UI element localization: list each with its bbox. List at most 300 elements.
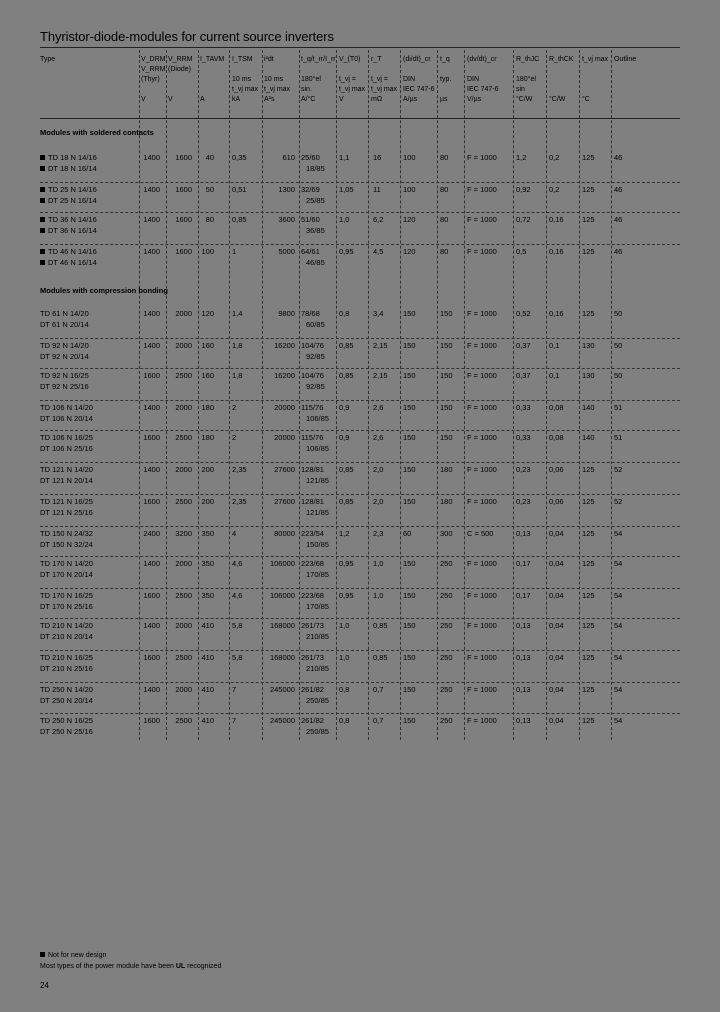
cell-itsm: 0,85: [232, 215, 247, 224]
type-designation: TD 250 N 16/25: [40, 716, 93, 725]
not-for-new-design-marker-icon: [40, 217, 45, 222]
cell-ita: 350: [201, 529, 214, 538]
type-designation: TD 36 N 14/16: [40, 215, 97, 225]
table-row: [0, 465, 720, 497]
column-header-line: [232, 65, 258, 75]
type-designation: DT 106 N 20/14: [40, 414, 93, 423]
cell-rjc: 0,13: [516, 716, 531, 725]
row-separator: [40, 182, 680, 183]
cell-rjc: 0,13: [516, 621, 531, 630]
type-designation: TD 121 N 16/25: [40, 497, 93, 506]
cell-dv: F = 1000: [467, 465, 497, 474]
table-row: [0, 215, 720, 247]
column-header-line: kA: [232, 96, 241, 103]
cell-rck: 0,08: [549, 403, 564, 412]
cell-tq2: 121/85: [306, 476, 329, 485]
cell-v2: 2000: [175, 341, 192, 350]
cell-v1: 2400: [143, 529, 160, 538]
cell-tqv: 250: [440, 685, 453, 694]
cell-out: 52: [614, 465, 623, 474]
cell-di: 150: [403, 621, 416, 630]
column-header-line: (di/dt)_cr: [403, 56, 431, 63]
cell-tvj: 125: [582, 247, 595, 256]
cell-v2: 1600: [175, 247, 192, 256]
cell-rjc: 0,37: [516, 371, 531, 380]
column-header: [582, 55, 608, 105]
table-row: [0, 309, 720, 341]
column-header: [467, 55, 499, 105]
column-header-line: V: [339, 96, 344, 103]
cell-tq2: 92/85: [306, 352, 325, 361]
column-header: [371, 55, 397, 105]
row-separator: [40, 556, 680, 557]
cell-out: 54: [614, 591, 623, 600]
cell-out: 52: [614, 497, 623, 506]
type-designation: DT 150 N 32/24: [40, 540, 93, 549]
cell-rck: 0,04: [549, 529, 564, 538]
cell-ita: 410: [201, 653, 214, 662]
cell-di: 150: [403, 465, 416, 474]
cell-rck: 0,1: [549, 341, 560, 350]
cell-v2: 2500: [175, 433, 192, 442]
cell-tqv: 150: [440, 309, 453, 318]
column-header: [549, 55, 574, 105]
column-header-line: DIN: [403, 76, 416, 83]
type-designation: DT 121 N 20/14: [40, 476, 93, 485]
cell-tq1: 32/69: [301, 185, 320, 194]
cell-di: 100: [403, 153, 416, 162]
not-for-new-design-marker-icon: [40, 155, 45, 160]
cell-rck: 0,04: [549, 685, 564, 694]
cell-tq1: 128/81: [301, 497, 324, 506]
column-header-line: 10 ms: [264, 76, 284, 83]
cell-tqv: 300: [440, 529, 453, 538]
cell-di: 150: [403, 403, 416, 412]
column-header-line: [582, 85, 608, 95]
column-header-line: r_T: [371, 56, 382, 63]
cell-v2: 1600: [175, 215, 192, 224]
type-designation: TD 170 N 16/25: [40, 591, 93, 600]
cell-v1: 1600: [143, 433, 160, 442]
cell-itsm: 5,8: [232, 653, 243, 662]
cell-rt: 1,0: [373, 559, 384, 568]
cell-vt0: 1,2: [339, 529, 350, 538]
not-for-new-design-marker-icon: [40, 198, 45, 203]
column-header-line: [301, 65, 336, 75]
cell-dv: F = 1000: [467, 559, 497, 568]
column-header: [614, 55, 636, 65]
cell-rjc: 0,23: [516, 497, 531, 506]
cell-v2: 2500: [175, 591, 192, 600]
cell-tq1: 261/73: [301, 653, 324, 662]
row-separator: [40, 462, 680, 463]
column-header-line: IEC 747-6: [467, 86, 499, 93]
cell-rck: 0,04: [549, 591, 564, 600]
cell-rck: 0,04: [549, 559, 564, 568]
cell-vt0: 0,85: [339, 497, 354, 506]
cell-di: 150: [403, 341, 416, 350]
cell-v2: 2000: [175, 621, 192, 630]
cell-v2: 3200: [175, 529, 192, 538]
column-header-line: t_vj max: [371, 86, 398, 93]
cell-rt: 0,7: [373, 685, 384, 694]
cell-dv: F = 1000: [467, 185, 497, 194]
cell-tvj: 125: [582, 685, 595, 694]
cell-ita: 50: [205, 185, 214, 194]
cell-v2: 2000: [175, 559, 192, 568]
table-row: [0, 371, 720, 403]
cell-i2t: 20000: [274, 403, 295, 412]
column-header-line: [200, 75, 224, 85]
footnote-not-for-new-design: Not for new design: [40, 950, 221, 961]
cell-v1: 1400: [143, 341, 160, 350]
cell-rjc: 0,72: [516, 215, 531, 224]
row-separator: [40, 526, 680, 527]
column-header-line: V/µs: [467, 96, 482, 103]
row-separator: [40, 588, 680, 589]
column-header-line: Type: [40, 56, 56, 63]
cell-v1: 1400: [143, 185, 160, 194]
table-row: [0, 247, 720, 279]
cell-vt0: 0,95: [339, 559, 354, 568]
type-designation: DT 250 N 20/14: [40, 696, 93, 705]
cell-out: 54: [614, 559, 623, 568]
cell-tq1: 261/82: [301, 716, 324, 725]
column-header-line: [582, 65, 608, 75]
cell-ita: 410: [201, 685, 214, 694]
column-header-line: (Diode): [168, 66, 191, 73]
column-header-line: A: [200, 96, 205, 103]
header-rule: [40, 118, 680, 119]
cell-rck: 0,2: [549, 185, 560, 194]
cell-i2t: 610: [282, 153, 295, 162]
cell-vt0: 0,9: [339, 433, 350, 442]
cell-rck: 0,04: [549, 653, 564, 662]
cell-di: 100: [403, 185, 416, 194]
cell-tq2: 46/85: [306, 258, 325, 267]
cell-v1: 1400: [143, 621, 160, 630]
cell-dv: F = 1000: [467, 153, 497, 162]
cell-v1: 1600: [143, 716, 160, 725]
not-for-new-design-marker-icon: [40, 260, 45, 265]
cell-v1: 1400: [143, 403, 160, 412]
cell-out: 54: [614, 716, 623, 725]
cell-v1: 1600: [143, 591, 160, 600]
column-header-line: t_vj =: [339, 76, 356, 83]
cell-i2t: 27600: [274, 497, 295, 506]
cell-out: 50: [614, 341, 623, 350]
cell-tq2: 121/85: [306, 508, 329, 517]
cell-i2t: 20000: [274, 433, 295, 442]
cell-ita: 410: [201, 621, 214, 630]
type-designation: DT 92 N 25/16: [40, 382, 89, 391]
row-separator: [40, 244, 680, 245]
column-header-line: mΩ: [371, 96, 383, 103]
type-designation: TD 150 N 24/32: [40, 529, 93, 538]
cell-v2: 1600: [175, 185, 192, 194]
cell-rjc: 0,17: [516, 559, 531, 568]
cell-dv: F = 1000: [467, 247, 497, 256]
cell-tqv: 80: [440, 215, 449, 224]
column-header-line: [549, 65, 574, 75]
column-header-line: sin: [516, 86, 525, 93]
cell-rck: 0,16: [549, 215, 564, 224]
row-separator: [40, 650, 680, 651]
cell-itsm: 1: [232, 247, 237, 256]
cell-rt: 2,6: [373, 403, 384, 412]
type-designation: DT 61 N 20/14: [40, 320, 89, 329]
cell-rjc: 0,17: [516, 591, 531, 600]
cell-rt: 11: [373, 185, 381, 194]
cell-rjc: 0,33: [516, 403, 531, 412]
column-header: [339, 55, 365, 105]
cell-dv: F = 1000: [467, 716, 497, 725]
cell-rt: 4,5: [373, 247, 384, 256]
cell-ita: 40: [205, 153, 214, 162]
cell-i2t: 16200: [274, 371, 295, 380]
column-header-line: typ.: [440, 76, 452, 83]
cell-dv: F = 1000: [467, 685, 497, 694]
cell-rck: 0,04: [549, 621, 564, 630]
type-designation: DT 250 N 25/16: [40, 727, 93, 736]
cell-ita: 410: [201, 716, 214, 725]
cell-di: 150: [403, 371, 416, 380]
not-for-new-design-marker-icon: [40, 249, 45, 254]
cell-tq1: 51/60: [301, 215, 320, 224]
cell-i2t: 1300: [278, 185, 295, 194]
cell-tqv: 180: [440, 497, 453, 506]
cell-tq1: 223/68: [301, 591, 324, 600]
cell-tvj: 140: [582, 403, 595, 412]
not-for-new-design-marker-icon: [40, 166, 45, 171]
cell-tq2: 60/85: [306, 320, 325, 329]
type-designation: DT 210 N 20/14: [40, 632, 93, 641]
cell-i2t: 245000: [269, 685, 295, 694]
column-header-line: µs: [440, 96, 448, 103]
column-header-line: [549, 75, 574, 85]
column-header-line: [264, 65, 290, 75]
cell-i2t: 168000: [269, 621, 295, 630]
cell-tqv: 150: [440, 403, 453, 412]
cell-out: 51: [614, 433, 623, 442]
type-designation: TD 92 N 16/25: [40, 371, 89, 380]
cell-rck: 0,06: [549, 497, 564, 506]
type-designation: TD 18 N 14/16: [40, 153, 97, 163]
cell-v2: 2500: [175, 653, 192, 662]
type-designation: TD 121 N 14/20: [40, 465, 93, 474]
cell-v2: 2500: [175, 497, 192, 506]
cell-i2t: 27600: [274, 465, 295, 474]
cell-vt0: 0,95: [339, 247, 354, 256]
row-separator: [40, 212, 680, 213]
cell-out: 51: [614, 403, 623, 412]
cell-dv: F = 1000: [467, 433, 497, 442]
cell-vt0: 1,05: [339, 185, 354, 194]
type-designation: TD 250 N 14/20: [40, 685, 93, 694]
column-header-line: A/°C: [301, 96, 316, 103]
cell-out: 50: [614, 309, 623, 318]
cell-v1: 1600: [143, 653, 160, 662]
cell-v1: 1400: [143, 215, 160, 224]
cell-rjc: 0,37: [516, 341, 531, 350]
cell-rck: 0,04: [549, 716, 564, 725]
cell-v2: 2000: [175, 309, 192, 318]
cell-rjc: 0,23: [516, 465, 531, 474]
cell-tqv: 250: [440, 653, 453, 662]
row-separator: [40, 368, 680, 369]
cell-v1: 1400: [143, 559, 160, 568]
cell-tq2: 250/85: [306, 727, 329, 736]
row-separator: [40, 713, 680, 714]
cell-tq2: 25/85: [306, 196, 325, 205]
cell-itsm: 4,6: [232, 591, 243, 600]
column-header-line: V_RRM: [141, 66, 166, 73]
column-header-line: V_(T0): [339, 56, 361, 63]
cell-itsm: 2: [232, 403, 237, 412]
cell-i2t: 16200: [274, 341, 295, 350]
column-header-line: V_RRM: [168, 56, 193, 63]
type-designation: TD 106 N 14/20: [40, 403, 93, 412]
cell-rt: 6,2: [373, 215, 384, 224]
cell-dv: F = 1000: [467, 621, 497, 630]
cell-tq1: 115/76: [301, 433, 324, 442]
cell-tvj: 125: [582, 591, 595, 600]
cell-tq1: 223/54: [301, 529, 324, 538]
type-designation: DT 25 N 16/14: [40, 196, 97, 206]
cell-i2t: 9800: [278, 309, 295, 318]
cell-rjc: 0,5: [516, 247, 527, 256]
column-header: [168, 55, 193, 105]
cell-rt: 2,15: [373, 371, 388, 380]
row-separator: [40, 618, 680, 619]
table-row: [0, 621, 720, 653]
cell-rjc: 0,52: [516, 309, 531, 318]
row-separator: [40, 682, 680, 683]
cell-di: 150: [403, 716, 416, 725]
cell-ita: 200: [201, 465, 214, 474]
cell-tqv: 80: [440, 185, 449, 194]
column-header-line: 180°el: [516, 76, 536, 83]
cell-tq1: 78/68: [301, 309, 320, 318]
table-row: [0, 433, 720, 465]
cell-tq2: 170/85: [306, 570, 329, 579]
page-title: Thyristor-diode-modules for current source inverters: [40, 29, 334, 44]
cell-tq2: 106/85: [306, 414, 329, 423]
column-header-line: t_q: [440, 56, 450, 63]
cell-ita: 180: [201, 403, 214, 412]
cell-rjc: 0,13: [516, 685, 531, 694]
column-header-line: R_thCK: [549, 56, 574, 63]
cell-tqv: 80: [440, 247, 449, 256]
column-header-line: t_vj max: [232, 86, 259, 93]
row-separator: [40, 400, 680, 401]
cell-vt0: 1,0: [339, 215, 350, 224]
column-header-line: (dv/dt)_cr: [467, 56, 497, 63]
cell-vt0: 0,8: [339, 685, 350, 694]
cell-tqv: 250: [440, 559, 453, 568]
column-header-line: [168, 85, 193, 95]
type-designation: DT 170 N 25/16: [40, 602, 93, 611]
cell-tq2: 36/85: [306, 226, 325, 235]
cell-di: 150: [403, 653, 416, 662]
cell-tvj: 125: [582, 153, 595, 162]
cell-rt: 3,4: [373, 309, 384, 318]
row-separator: [40, 430, 680, 431]
cell-itsm: 4: [232, 529, 237, 538]
cell-rck: 0,08: [549, 433, 564, 442]
column-header-line: V: [168, 96, 173, 103]
cell-tq1: 223/68: [301, 559, 324, 568]
cell-rt: 2,6: [373, 433, 384, 442]
cell-vt0: 0,8: [339, 309, 350, 318]
cell-ita: 350: [201, 591, 214, 600]
column-header-line: V_DRM: [141, 56, 166, 63]
type-designation: DT 210 N 25/16: [40, 664, 93, 673]
footnote-ul: Most types of the power module have been UL recognized: [40, 963, 222, 970]
cell-v1: 1400: [143, 247, 160, 256]
type-designation: TD 25 N 14/16: [40, 185, 97, 195]
cell-tvj: 130: [582, 371, 595, 380]
cell-tq1: 261/82: [301, 685, 324, 694]
cell-out: 46: [614, 215, 623, 224]
column-header-line: Outline: [614, 56, 637, 63]
cell-vt0: 1,0: [339, 621, 350, 630]
cell-out: 54: [614, 529, 623, 538]
cell-out: 46: [614, 153, 623, 162]
cell-dv: F = 1000: [467, 371, 497, 380]
cell-di: 60: [403, 529, 412, 538]
cell-i2t: 168000: [269, 653, 295, 662]
column-header-line: sin.: [301, 86, 312, 93]
cell-tq1: 104/76: [301, 371, 324, 380]
not-for-new-design-marker-icon: [40, 228, 45, 233]
cell-vt0: 0,85: [339, 341, 354, 350]
cell-tq2: 250/85: [306, 696, 329, 705]
cell-out: 54: [614, 653, 623, 662]
cell-rjc: 0,13: [516, 653, 531, 662]
column-header-line: [467, 65, 499, 75]
cell-rjc: 1,2: [516, 153, 527, 162]
cell-itsm: 2,35: [232, 465, 247, 474]
cell-di: 150: [403, 591, 416, 600]
cell-di: 150: [403, 497, 416, 506]
cell-ita: 200: [201, 497, 214, 506]
column-header-line: V: [141, 96, 146, 103]
column-header: [232, 55, 258, 105]
cell-dv: F = 1000: [467, 215, 497, 224]
cell-dv: F = 1000: [467, 309, 497, 318]
cell-rt: 2,0: [373, 497, 384, 506]
cell-itsm: 5,8: [232, 621, 243, 630]
cell-v2: 1600: [175, 153, 192, 162]
cell-itsm: 2,35: [232, 497, 247, 506]
cell-itsm: 0,51: [232, 185, 247, 194]
cell-ita: 100: [201, 247, 214, 256]
cell-rck: 0,1: [549, 371, 560, 380]
column-header-line: t_vj max: [339, 86, 366, 93]
cell-vt0: 1,0: [339, 653, 350, 662]
cell-ita: 80: [205, 215, 214, 224]
cell-di: 120: [403, 215, 416, 224]
cell-ita: 160: [201, 341, 214, 350]
cell-i2t: 106000: [269, 559, 295, 568]
cell-rt: 1,0: [373, 591, 384, 600]
type-designation: DT 92 N 20/14: [40, 352, 89, 361]
type-designation: DT 121 N 25/16: [40, 508, 93, 517]
row-separator: [40, 494, 680, 495]
cell-rt: 2,0: [373, 465, 384, 474]
cell-v2: 2000: [175, 403, 192, 412]
